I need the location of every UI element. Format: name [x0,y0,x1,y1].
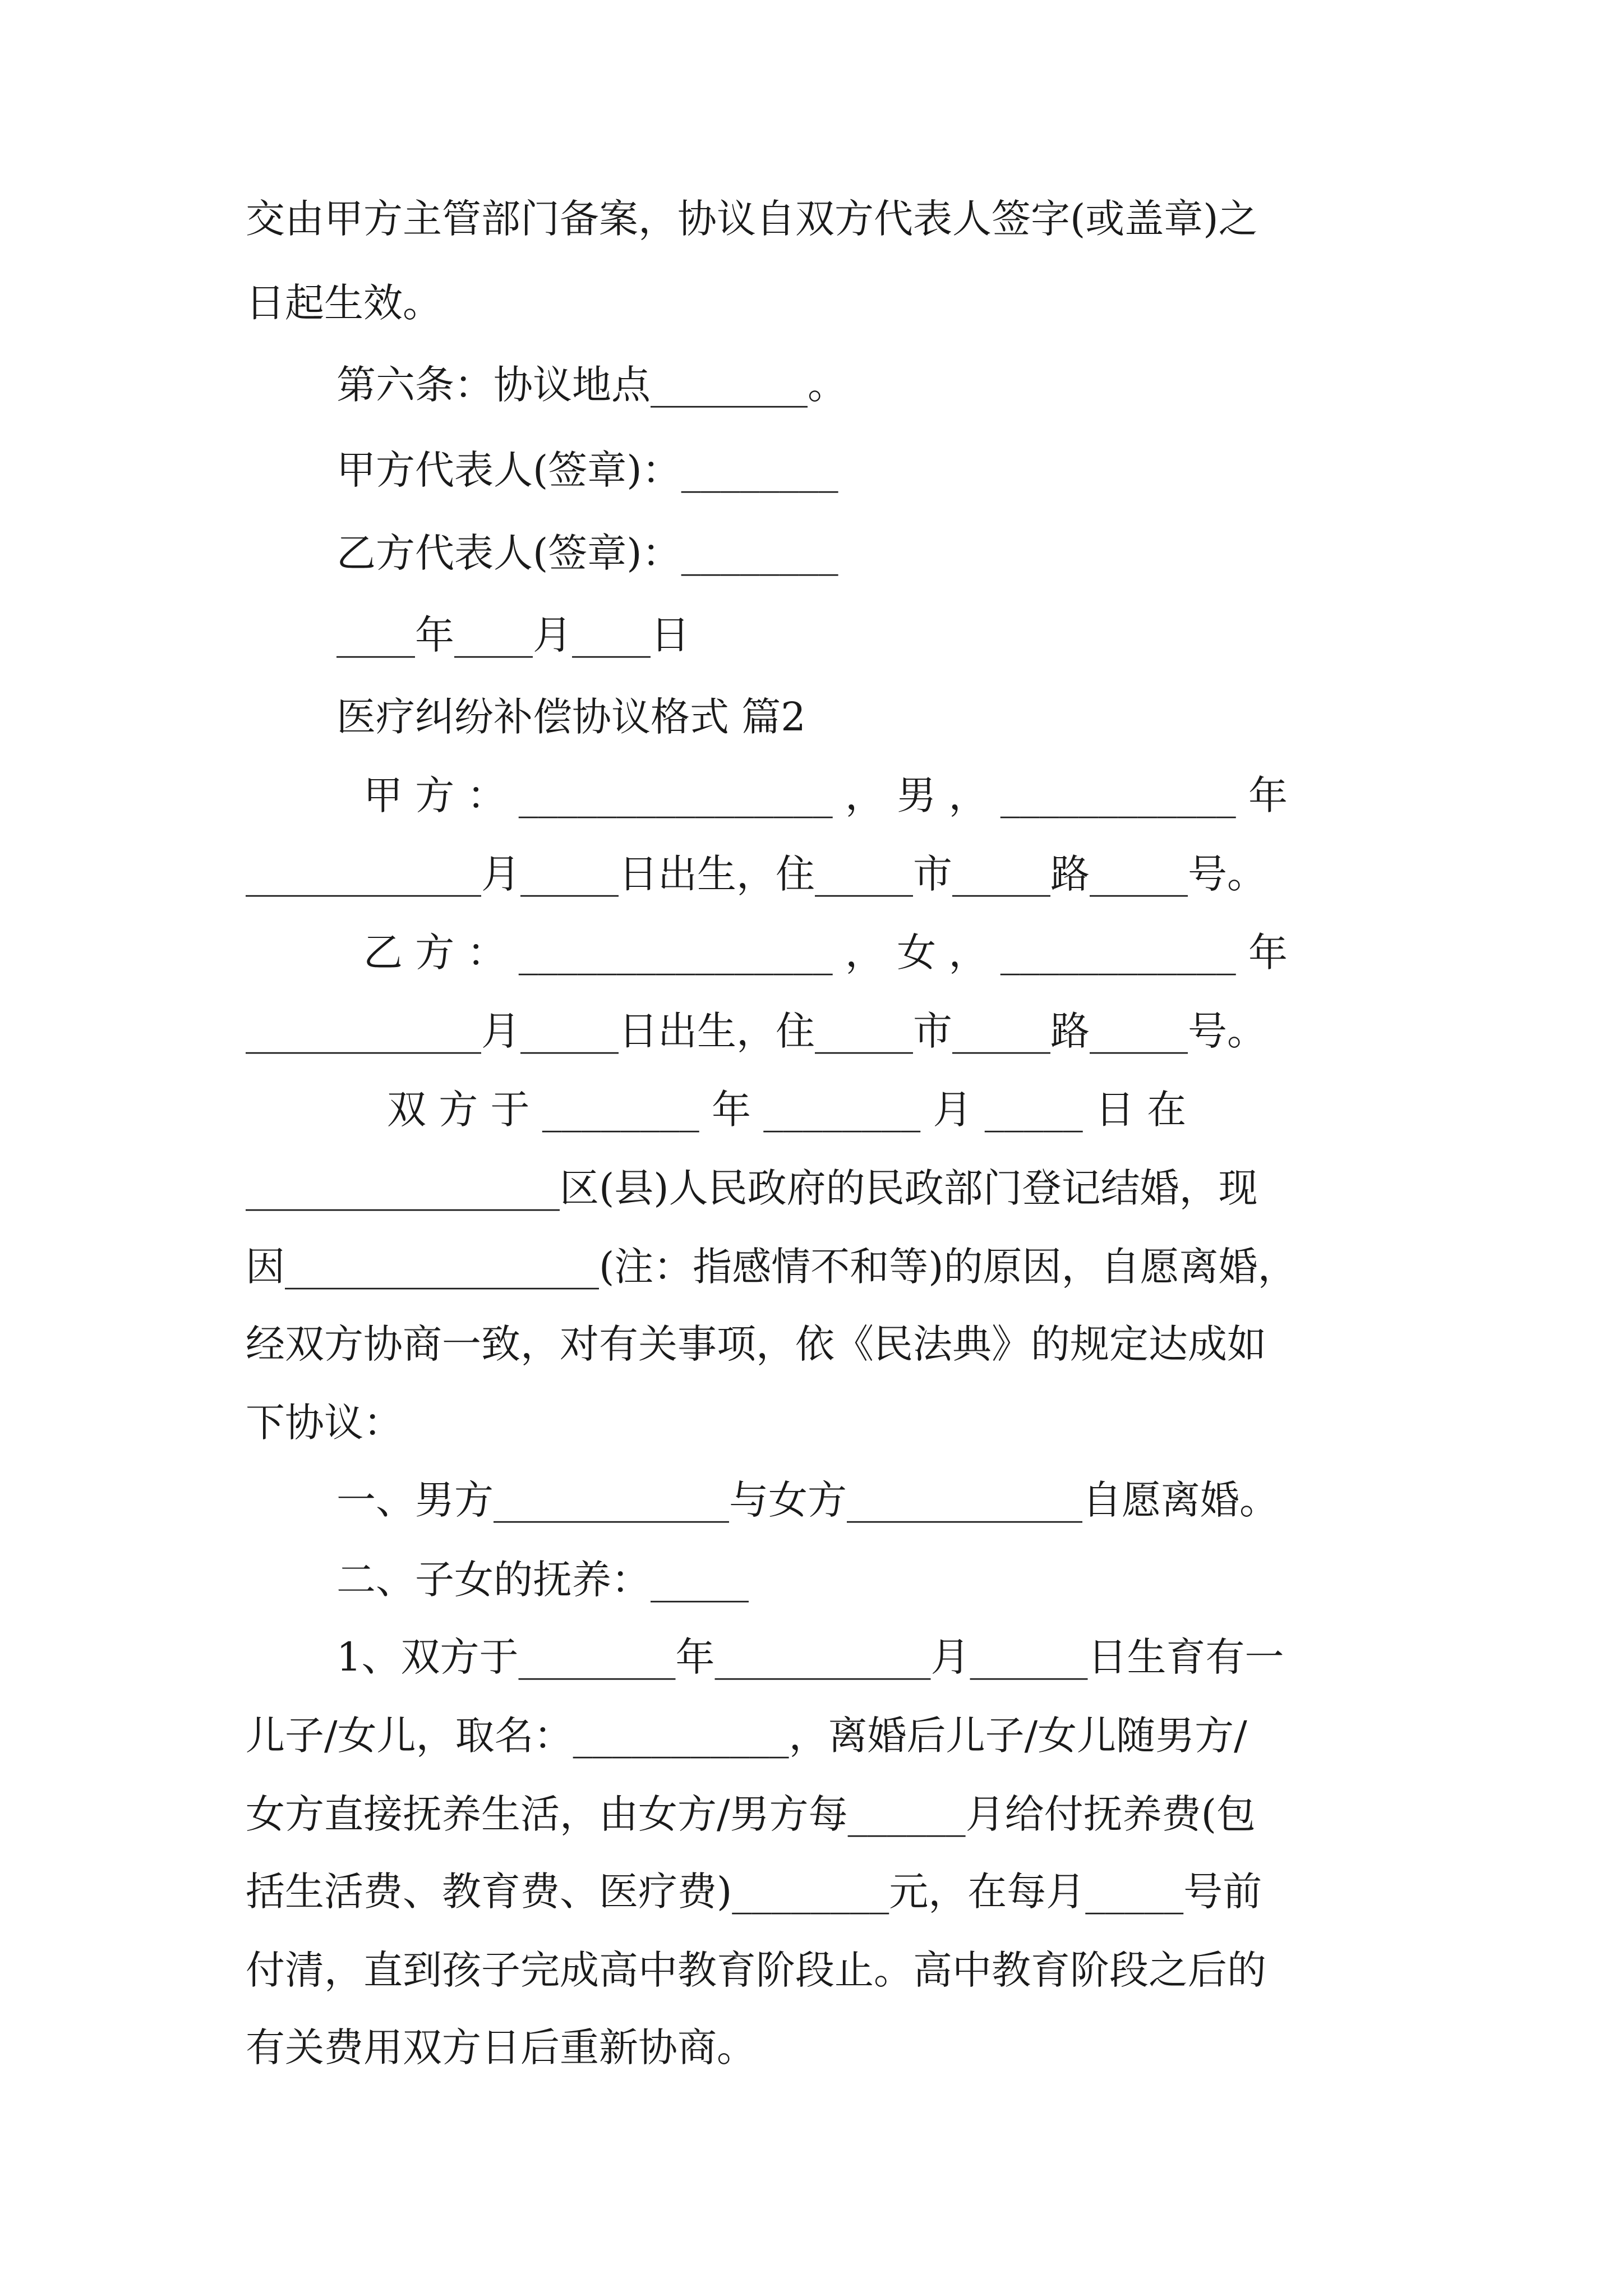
paragraph-line: 儿子/女儿，取名：___________，离婚后儿子/女儿随男方/ [246,1713,1247,1759]
paragraph-line: 日起生效。 [246,280,442,326]
party-a-signature-line: 甲方代表人(签章)：________ [336,447,838,493]
paragraph-line: 付清，直到孩子完成高中教育阶段止。高中教育阶段之后的 [246,1947,1266,1993]
paragraph-line: 双 方 于 ________ 年 ________ 月 _____ 日 在 [387,1087,1187,1133]
section-heading: 医疗纠纷补偿协议格式 篇2 [336,694,806,740]
party-b-signature-line: 乙方代表人(签章)：________ [336,530,838,576]
clause-2-child-custody: 二、子女的抚养：_____ [336,1557,749,1603]
paragraph-line: 下协议： [246,1400,403,1446]
paragraph-line: ________________区(县)人民政府的民政部门登记结婚，现 [246,1165,1258,1211]
clause-1-divorce: 一、男方____________与女方____________自愿离婚。 [336,1477,1279,1523]
article-6-location: 第六条：协议地点________。 [336,362,847,408]
party-b-line: 乙 方 ： ________________ ， 女 ， ____________ 年 [363,930,1288,976]
paragraph-line: 有关费用双方日后重新协商。 [246,2024,756,2070]
paragraph-line: 因________________(注：指感情不和等)的原因，自愿离婚， [246,1244,1297,1290]
paragraph-line: 女方直接抚养生活，由女方/男方每______月给付抚养费(包 [246,1791,1256,1837]
clause-2-item-1: 1、双方于________年___________月______日生育有一 [336,1634,1284,1680]
date-line: ____年____月____日 [336,612,690,658]
paragraph-line: 括生活费、教育费、医疗费)________元，在每月_____号前 [246,1869,1262,1915]
party-a-birth-address: ____________月_____日出生，住_____市_____路_____号。 [246,851,1266,897]
paragraph-line: 交由甲方主管部门备案，协议自双方代表人签字(或盖章)之 [246,196,1258,242]
paragraph-line: 经双方协商一致，对有关事项，依《民法典》的规定达成如 [246,1321,1266,1367]
party-b-birth-address: ____________月_____日出生，住_____市_____路_____号。 [246,1008,1266,1054]
party-a-line: 甲 方 ： ________________ ， 男 ， ____________ 年 [363,772,1288,818]
